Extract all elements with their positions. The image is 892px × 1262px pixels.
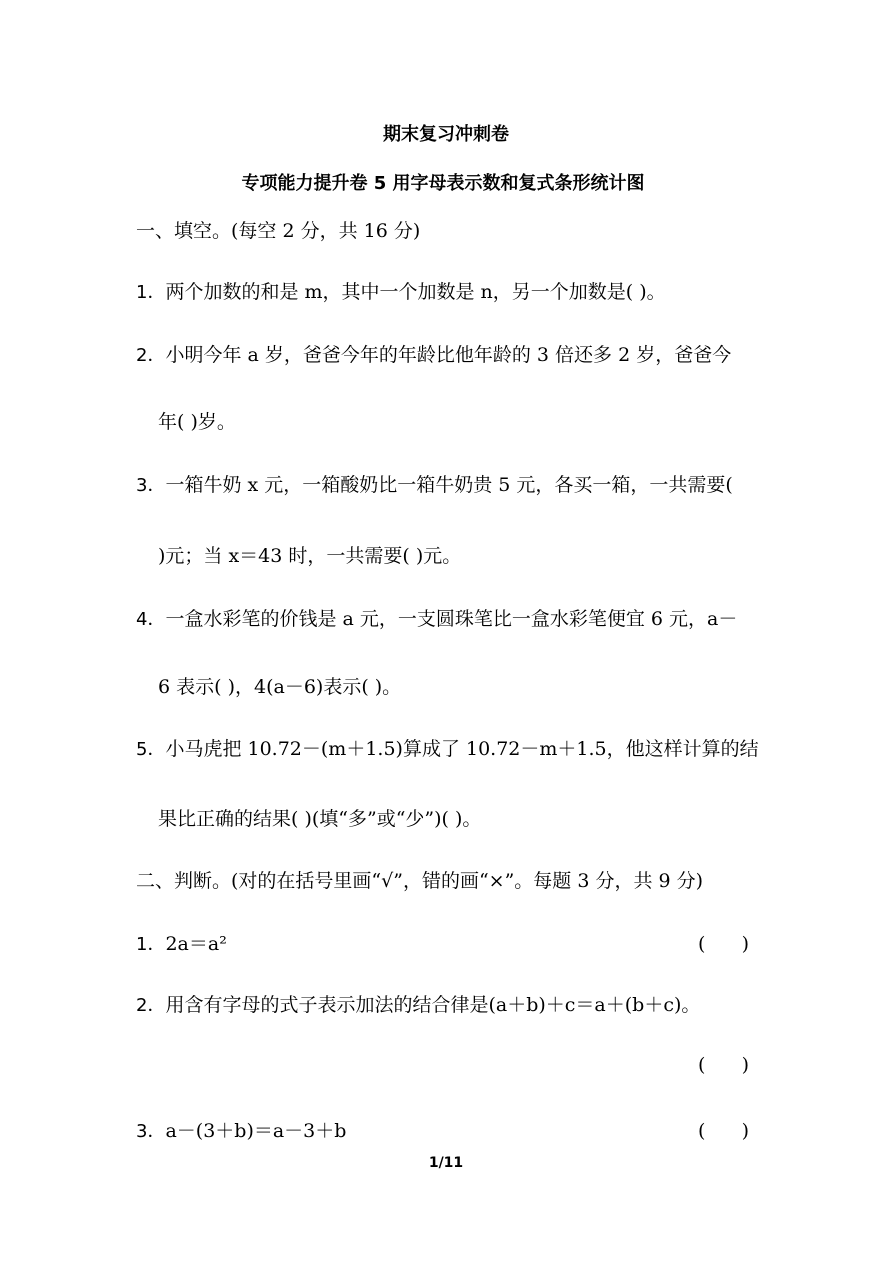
- s1-question-5-line2: 果比正确的结果( )(填“多”或“少”)( )。: [158, 808, 482, 830]
- s1-question-4-line2: 6 表示( )，4(a－6)表示( )。: [158, 676, 402, 698]
- answer-bracket: ( ): [698, 1120, 750, 1142]
- s1-question-4-line1: [136, 607, 892, 632]
- s2-question-3: [136, 1119, 892, 1144]
- question-text: 用含有字母的式子表示加法的结合律是(a＋b)＋c＝a＋(b＋c)。: [165, 994, 701, 1016]
- question-number: 2．: [136, 995, 166, 1016]
- s2-question-1: [136, 932, 892, 957]
- question-text: 两个加数的和是 m，其中一个加数是 n，另一个加数是( )。: [165, 281, 666, 303]
- answer-bracket: ( ): [698, 1054, 750, 1076]
- question-text: 一盒水彩笔的价钱是 a 元，一支圆珠笔比一盒水彩笔便宜 6 元，a－: [165, 608, 738, 630]
- s1-question-3-line1: [136, 473, 892, 498]
- question-text: 2a＝a²: [165, 933, 227, 955]
- question-text: 小明今年 a 岁，爸爸今年的年龄比他年龄的 3 倍还多 2 岁，爸爸今: [165, 344, 732, 366]
- question-text: a－(3＋b)＝a－3＋b: [165, 1120, 347, 1142]
- s1-question-3-line2: )元；当 x＝43 时，一共需要( )元。: [158, 545, 462, 567]
- page-subtitle: 专项能力提升卷 5 用字母表示数和复式条形统计图: [241, 173, 645, 194]
- question-number: 5．: [136, 739, 166, 760]
- question-text: 小马虎把 10.72－(m＋1.5)算成了 10.72－m＋1.5，他这样计算的结: [165, 738, 759, 760]
- question-number: 3．: [136, 1121, 166, 1142]
- s1-question-2-line1: [136, 343, 892, 368]
- section1-heading: 一、填空。(每空 2 分，共 16 分): [136, 220, 421, 242]
- section2-heading: 二、判断。(对的在括号里画“√”，错的画“×”。每题 3 分，共 9 分): [136, 870, 704, 892]
- answer-bracket: ( ): [698, 933, 750, 955]
- page-title: 期末复习冲刺卷: [383, 124, 509, 145]
- question-number: 2．: [136, 345, 166, 366]
- question-number: 3．: [136, 475, 166, 496]
- page-number: 1/11: [428, 1155, 464, 1171]
- s1-question-1: [136, 280, 892, 305]
- question-text: 一箱牛奶 x 元，一箱酸奶比一箱牛奶贵 5 元，各买一箱，一共需要(: [165, 474, 733, 496]
- s1-question-2-line2: 年( )岁。: [158, 411, 236, 433]
- question-number: 1．: [136, 934, 166, 955]
- s2-question-2: [136, 993, 892, 1018]
- question-number: 4．: [136, 609, 166, 630]
- question-number: 1．: [136, 282, 166, 303]
- s1-question-5-line1: [136, 737, 892, 762]
